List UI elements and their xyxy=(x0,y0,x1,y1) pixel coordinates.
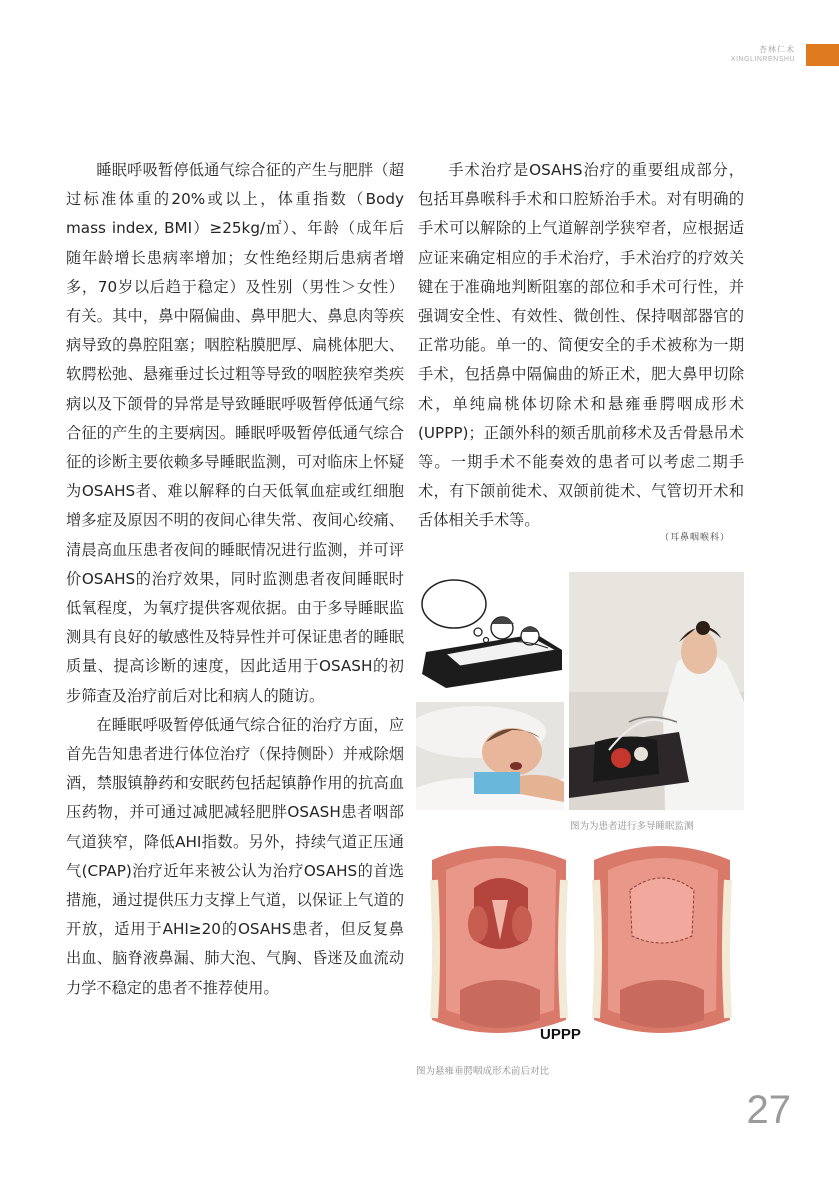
header-accent-tab xyxy=(806,44,839,66)
sleeping-man-photo xyxy=(416,702,564,810)
right-paragraph-1: 手术治疗是OSAHS治疗的重要组成部分，包括耳鼻喉科手术和口腔矫治手术。对有明确的手术可以解除的上气道解剖学狭窄者，应根据适应证来确定相应的手术治疗，手术治疗的疗效关键在于准确地判断阻塞的部位和手术可行性，并强调安全性、有效性、微创性、保持咽部器官的正常功能。单一的、简便安全的手术被称为一期手术，包括鼻中隔偏曲的矫正术，肥大鼻甲切除术，单纯扁桃体切除术和悬雍垂腭咽成形术(UPPP)；正颌外科的颏舌肌前移术及舌骨悬吊术等。一期手术不能奏效的患者可以考虑二期手术，有下颌前徙术、双颌前徙术、气管切开术和舌体相关手术等。 xyxy=(418,161,744,530)
header-brand xyxy=(731,44,795,63)
cartoon-sleeping-image xyxy=(416,574,564,696)
sleep-monitoring-photo xyxy=(569,572,744,810)
caption-monitoring: 图为为患者进行多导睡眠监测 xyxy=(570,821,694,832)
left-paragraph-1: 睡眠呼吸暂停低通气综合征的产生与肥胖（超过标准体重的20%或以上，体重指数（Body mass index, BMI）≥25kg/㎡）、年龄（成年后随年龄增长患病率增加；女性绝经期后患病者增多，70岁以后趋于稳定）及性别（男性＞女性）有关。其中，鼻中隔偏曲、鼻甲肥大、鼻息肉等疾病导致的鼻腔阻塞；咽腔粘膜肥厚、扁桃体肥大、软腭松弛、悬雍垂过长过粗等导致的咽腔狭窄类疾病以及下颌骨的异常是导致睡眠呼吸暂停低通气综合征的产生的主要病因。睡眠呼吸暂停低通气综合征的诊断主要依赖多导睡眠监测，可对临床上怀疑为OSAHS者、难以解释的白天低氧血症或红细胞增多症及原因不明的夜间心律失常、夜间心绞痛、清晨高血压患者夜间的睡眠情况进行监测，并可评价OSAHS的治疗效果，同时监测患者夜间睡眠时低氧程度，为氧疗提供客观依据。由于多导睡眠监测具有良好的敏感性及特异性并可保证患者的睡眠质量、提高诊断的速度，因此适用于OSASH的初步筛查及治疗前后对比和病人的随访。 xyxy=(66,161,404,705)
source-note: （耳鼻咽喉科） xyxy=(660,533,731,543)
page-number: 27 xyxy=(746,1088,791,1132)
caption-uppp: 图为悬雍垂腭咽成形术前后对比 xyxy=(416,1066,550,1077)
header-title-en: XINGLINRENSHU xyxy=(730,56,795,63)
uppp-label: UPPP xyxy=(540,1026,581,1043)
uppp-comparison-image xyxy=(416,840,744,1054)
header-title-cn: 杏林仁术 xyxy=(759,45,795,54)
right-column xyxy=(418,156,744,536)
left-paragraph-2: 在睡眠呼吸暂停低通气综合征的治疗方面，应首先告知患者进行体位治疗（保持侧卧）并戒除烟酒，禁服镇静药和安眠药包括起镇静作用的抗高血压药物，并可通过减肥减轻肥胖OSASH患者咽部气道狭窄，降低AHI指数。另外，持续气道正压通气(CPAP)治疗近年来被公认为治疗OSAHS的首选措施，通过提供压力支撑上气道，以保证上气道的开放，适用于AHI≥20的OSAHS患者，但反复鼻出血、脑脊液鼻漏、肺大泡、气胸、昏迷及血流动力学不稳定的患者不推荐使用。 xyxy=(66,715,404,997)
left-column xyxy=(66,156,404,1003)
